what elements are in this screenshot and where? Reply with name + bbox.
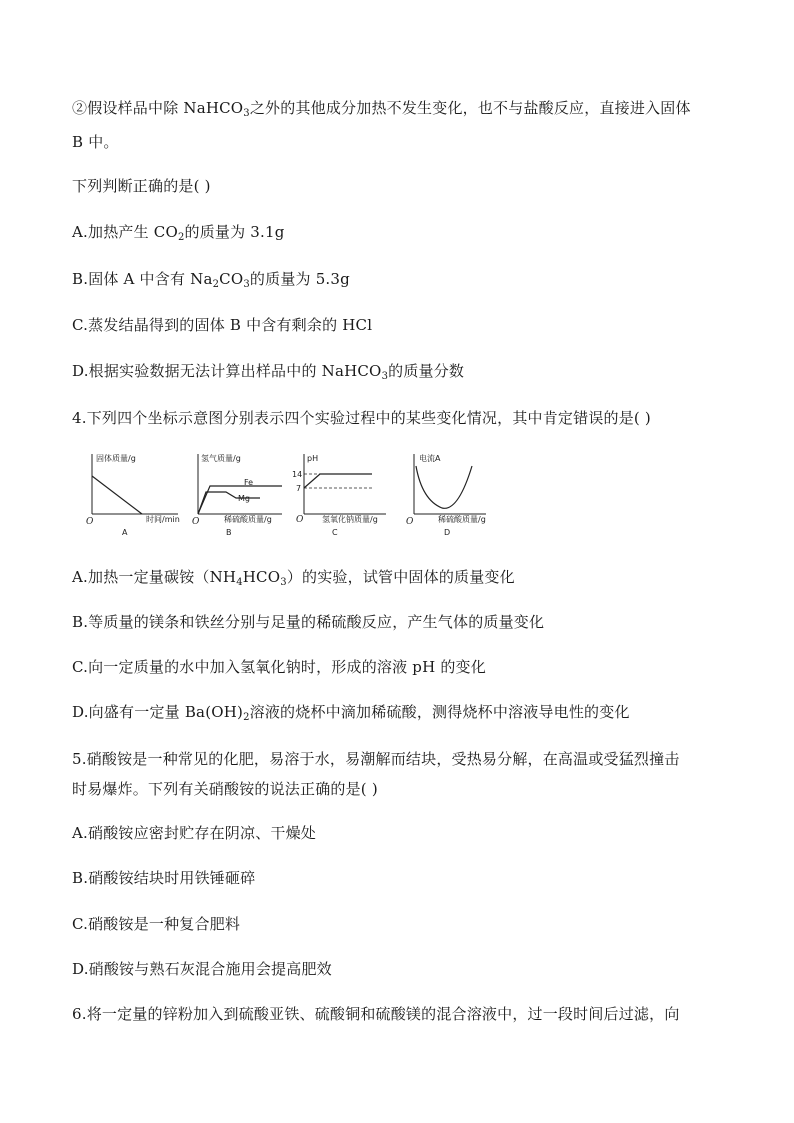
q3-note-line1: ②假设样品中除 NaHCO$_3$之外的其他成分加热不发生变化，也不与盐酸反应，直接进入固体 xyxy=(72,99,691,119)
graph-b-label-fe: Fe xyxy=(244,478,254,487)
q4-option-b: B.等质量的镁条和铁丝分别与足量的稀硫酸反应，产生气体的质量变化 xyxy=(72,613,545,631)
q5-option-a: A.硝酸铵应密封贮存在阴凉、干燥处 xyxy=(72,824,317,842)
graph-d-xlabel: 稀硫酸质量/g xyxy=(438,515,486,524)
graph-b-label-mg: Mg xyxy=(238,494,250,503)
graph-b-origin: O xyxy=(192,517,200,527)
q3-note-line2: B 中。 xyxy=(72,133,119,151)
q5-option-c: C.硝酸铵是一种复合肥料 xyxy=(72,915,241,933)
graph-d xyxy=(406,453,486,537)
q5-stem-line1: 5.硝酸铵是一种常见的化肥，易溶于水，易潮解而结块，受热易分解，在高温或受猛烈撞击 xyxy=(72,750,680,768)
graph-b xyxy=(192,453,282,537)
q4-stem: 4.下列四个坐标示意图分别表示四个实验过程中的某些变化情况，其中肯定错误的是( ) xyxy=(72,409,651,427)
graph-c-curve xyxy=(304,474,372,488)
graph-a-xlabel: 时间/min xyxy=(146,515,180,524)
graph-c-caption: C xyxy=(332,528,338,537)
q3-stem: 下列判断正确的是( ) xyxy=(72,177,211,195)
q4-option-c: C.向一定质量的水中加入氢氧化钠时，形成的溶液 pH 的变化 xyxy=(72,658,486,676)
graph-a xyxy=(86,453,180,537)
graph-d-ylabel: 电流A xyxy=(419,454,441,463)
graph-c-origin: O xyxy=(296,515,304,525)
q3-option-d: D.根据实验数据无法计算出样品中的 NaHCO$_3$的质量分数 xyxy=(72,362,465,382)
graph-b-xlabel: 稀硫酸质量/g xyxy=(224,515,272,524)
graph-a-caption: A xyxy=(122,528,128,537)
document-page xyxy=(72,0,722,1123)
q5-option-d: D.硝酸铵与熟石灰混合施用会提高肥效 xyxy=(72,960,332,978)
graph-a-origin: O xyxy=(86,517,94,527)
q4-figures xyxy=(86,452,486,542)
q3-option-b: B.固体 A 中含有 $Na_2CO_3$的质量为 5.3g xyxy=(72,270,350,290)
q4-graphs-svg xyxy=(86,452,486,542)
q5-stem-line2: 时易爆炸。下列有关硝酸铵的说法正确的是( ) xyxy=(72,780,378,798)
graph-c-tick-7: 7 xyxy=(296,484,302,493)
graph-b-caption: B xyxy=(226,528,232,537)
q4-option-a: A.加热一定量碳铵$(NH_4HCO_3)$的实验，试管中固体的质量变化 xyxy=(72,568,515,588)
graph-b-ylabel: 氢气质量/g xyxy=(201,454,241,463)
graph-c xyxy=(292,454,386,537)
graph-c-ylabel: pH xyxy=(307,454,319,463)
q5-option-b: B.硝酸铵结块时用铁锤砸碎 xyxy=(72,869,256,887)
graph-d-curve xyxy=(416,466,472,508)
graph-c-xlabel: 氢氧化钠质量/g xyxy=(322,515,378,524)
q4-option-d: D.向盛有一定量 $Ba(OH)_2$溶液的烧杯中滴加稀硫酸，测得烧杯中溶液导电性的变化 xyxy=(72,703,630,723)
graph-b-curve-mg xyxy=(198,492,260,514)
q3-option-a: A.加热产生 $CO_2$的质量为 3.1g xyxy=(72,223,285,243)
q3-option-c: C.蒸发结晶得到的固体 B 中含有剩余的 HCl xyxy=(72,316,373,334)
graph-c-tick-14: 14 xyxy=(292,470,303,479)
graph-d-origin: O xyxy=(406,517,414,527)
graph-a-curve xyxy=(92,476,142,514)
q6-stem-line1: 6.将一定量的锌粉加入到硫酸亚铁、硫酸铜和硫酸镁的混合溶液中，过一段时间后过滤，向 xyxy=(72,1005,680,1023)
graph-a-ylabel: 固体质量/g xyxy=(96,454,136,463)
graph-d-caption: D xyxy=(444,528,451,537)
